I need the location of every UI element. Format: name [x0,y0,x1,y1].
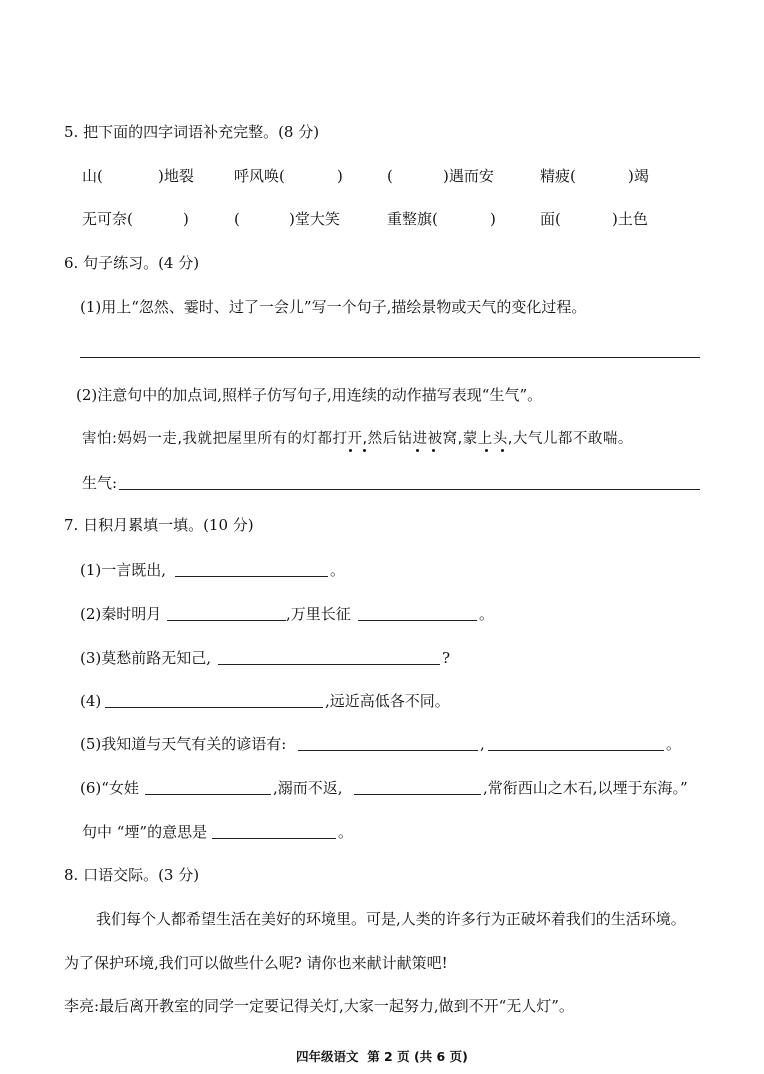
q7-item5-blank2[interactable] [488,750,664,751]
q6-answer-label: 生气: [82,474,118,492]
q7-item6-mid: ,溺而不返, [273,779,343,797]
q7-item2-blank1[interactable] [167,620,286,621]
q6-title: 6. 句子练习。(4 分) [64,254,200,272]
q7-item6-end: ,常衔西山之木石,以堙于东海。” [483,779,688,797]
q5-row1-item1-b: )地裂 [158,167,194,185]
q7-item3-blank[interactable] [218,664,440,665]
q8-paragraph-3: 李亮:最后离开教室的同学一定要记得关灯,大家一起努力,做到不开“无人灯”。 [64,997,574,1015]
q5-row1-item4-a: 精疲( [540,167,576,185]
q6-part2-prompt: (2)注意句中的加点词,照样子仿写句子,用连续的动作描写表现“生气”。 [76,386,543,404]
q7-item2-mid: ,万里长征 [286,605,351,623]
q7-title: 7. 日积月累填一填。(10 分) [64,516,254,534]
emphasis-dot [432,449,435,452]
q7-item4-blank[interactable] [105,707,323,708]
q5-row1-item4-b: )竭 [628,167,649,185]
q7-item6-blank2[interactable] [354,794,481,795]
q7-item5-mid: , [480,735,485,753]
page-footer: 四年级语文 第 2 页 (共 6 页) [296,1049,468,1064]
q7-item7-blank[interactable] [212,838,336,839]
q7-item3-text: (3)莫愁前路无知己, [80,649,212,667]
q5-row2-item3-a: 重整旗( [387,210,438,228]
q5-row2-item1-a: 无可奈( [82,210,133,228]
q5-row2-item4-a: 面( [540,210,561,228]
q5-row1-item2-b: ) [337,167,343,185]
q7-item7-text: 句中 “堙”的意思是 [82,823,208,841]
q6-part1-prompt: (1)用上“忽然、霎时、过了一会儿”写一个句子,描绘景物或天气的变化过程。 [80,298,587,316]
q7-item1-blank[interactable] [175,576,328,577]
q5-title: 5. 把下面的四字词语补充完整。(8 分) [64,123,320,141]
q7-item4-end: ,远近高低各不同。 [325,692,450,710]
q6-example-sentence: 害怕:妈妈一走,我就把屋里所有的灯都打开,然后钻进被窝,蒙上头,大气儿都不敢喘。 [82,431,633,447]
q5-row2-item2-b: )堂大笑 [289,210,340,228]
q7-item2-text: (2)秦时明月 [80,605,162,623]
q6-part2-answer-line[interactable] [119,489,700,490]
q5-row2-item2-a: ( [234,210,240,228]
q7-item6-text: (6)“女娃 [80,779,139,797]
q5-row2-item3-b: ) [490,210,496,228]
q5-row2-item1-b: ) [183,210,189,228]
emphasis-dot [363,449,366,452]
q7-item1-end: 。 [330,561,346,579]
emphasis-dot [416,449,419,452]
q8-title: 8. 口语交际。(3 分) [64,866,200,884]
q7-item7-end: 。 [338,823,354,841]
q5-row1-item3-a: ( [387,167,393,185]
emphasis-dot [349,449,352,452]
emphasis-dot [485,449,488,452]
emphasis-dot [501,449,504,452]
q5-row1-item3-b: )遇而安 [443,167,494,185]
q7-item4-text: (4) [80,692,102,710]
q7-item2-blank2[interactable] [358,620,477,621]
q7-item2-end: 。 [479,605,495,623]
q6-part1-answer-line[interactable] [80,357,700,358]
q7-item6-blank1[interactable] [145,794,271,795]
q5-row1-item1-a: 山( [82,167,103,185]
q7-item3-end: ? [442,649,451,667]
q7-item1-text: (1)一言既出, [80,561,167,579]
q7-item5-blank1[interactable] [298,750,478,751]
q8-paragraph-2: 为了保护环境,我们可以做些什么呢? 请你也来献计献策吧! [64,954,448,972]
q7-item5-text: (5)我知道与天气有关的谚语有: [80,735,287,753]
q8-paragraph-1: 我们每个人都希望生活在美好的环境里。可是,人类的许多行为正破坏着我们的生活环境。 [96,910,686,928]
q5-row1-item2-a: 呼风唤( [234,167,285,185]
q7-item5-end: 。 [666,735,682,753]
q5-row2-item4-b: )土色 [612,210,648,228]
